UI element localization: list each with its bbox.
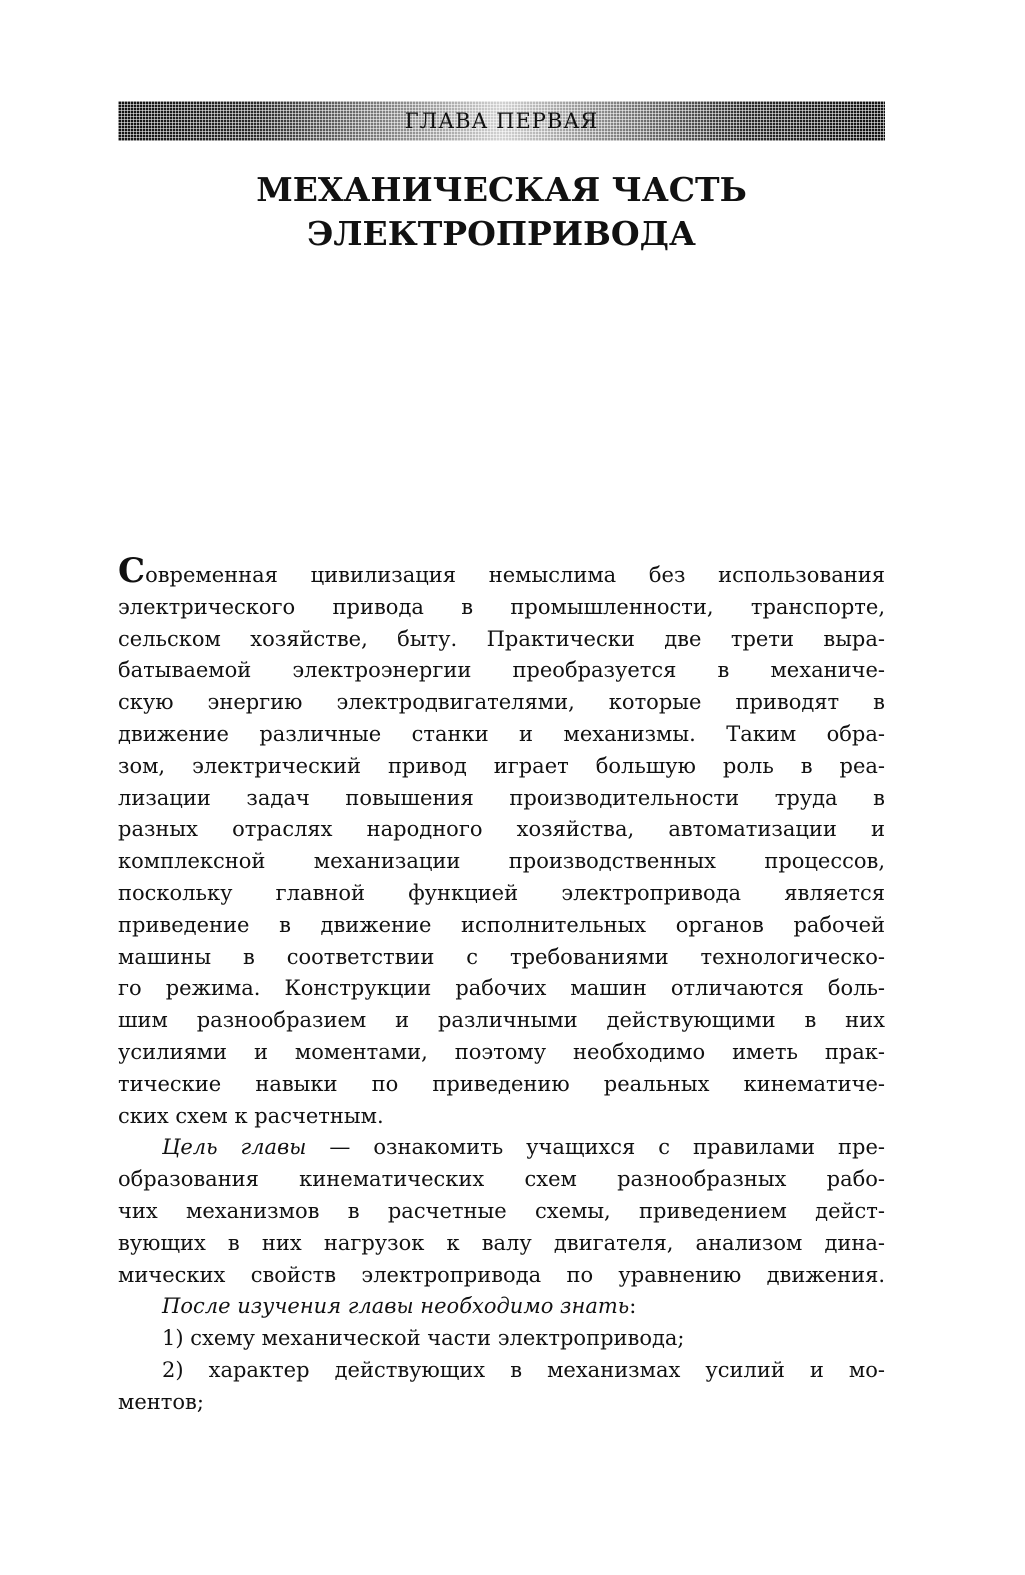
- list-item: 2) характер действующих в механизмах усилий и мо-: [162, 1357, 885, 1382]
- text-line: приведение в движение исполнительных органов рабочей: [118, 912, 885, 937]
- text-line: ментов;: [118, 1389, 204, 1414]
- text-line: батываемой электроэнергии преобразуется в механиче-: [118, 658, 885, 683]
- chapter-title-line: МЕХАНИЧЕСКАЯ ЧАСТЬ: [256, 170, 747, 209]
- text-line: электрического привода в промышленности, транспорте,: [118, 594, 885, 619]
- text-line: мических свойств электропривода по уравнению движения.: [118, 1262, 885, 1287]
- list-item: 1) схему механической части электропривода;: [162, 1326, 685, 1351]
- text-line: движение различные станки и механизмы. Таким обра-: [118, 721, 885, 746]
- text-line: лизации задач повышения производительности труда в: [118, 785, 885, 810]
- text-line: образования кинематических схем разнообразных рабо-: [118, 1167, 885, 1192]
- chapter-header-bar: [118, 101, 885, 141]
- emphasis-text: После изучения главы необходимо знать: [162, 1294, 630, 1319]
- text-line: ских схем к расчетным.: [118, 1103, 384, 1128]
- text-line: шим разнообразием и различными действующими в них: [118, 1008, 885, 1033]
- text-line: чих механизмов в расчетные схемы, приведением дейст-: [118, 1198, 885, 1223]
- text-line: скую энергию электродвигателями, которые приводят в: [118, 690, 885, 715]
- text-line: машины в соответствии с требованиями технологическо-: [118, 944, 885, 969]
- chapter-title-line: ЭЛЕКТРОПРИВОДА: [307, 214, 696, 253]
- text-line: комплексной механизации производственных процессов,: [118, 849, 885, 874]
- drop-cap: С: [118, 551, 146, 591]
- emphasis-text: Цель главы: [162, 1135, 307, 1160]
- text-line: вующих в них нагрузок к валу двигателя, анализом дина-: [118, 1230, 885, 1255]
- text-line: поскольку главной функцией электропривода является: [118, 880, 885, 905]
- text-line: го режима. Конструкции рабочих машин отличаются боль-: [118, 976, 885, 1001]
- text-line: Цель главы — ознакомить учащихся с правилами пре-: [162, 1135, 885, 1160]
- body-text: [118, 551, 885, 1419]
- text-line: усилиями и моментами, поэтому необходимо иметь прак-: [118, 1039, 885, 1064]
- text-line: Современная цивилизация немыслима без использования: [118, 551, 885, 591]
- text-line: После изучения главы необходимо знать:: [162, 1294, 637, 1319]
- chapter-title: [118, 168, 885, 256]
- chapter-label: ГЛАВА ПЕРВАЯ: [404, 109, 599, 133]
- text-line: разных отраслях народного хозяйства, автоматизации и: [118, 817, 885, 842]
- text-line: зом, электрический привод играет большую роль в реа-: [118, 753, 885, 778]
- text-line: сельском хозяйстве, быту. Практически две трети выра-: [118, 626, 885, 651]
- text-line: тические навыки по приведению реальных кинематиче-: [118, 1071, 885, 1096]
